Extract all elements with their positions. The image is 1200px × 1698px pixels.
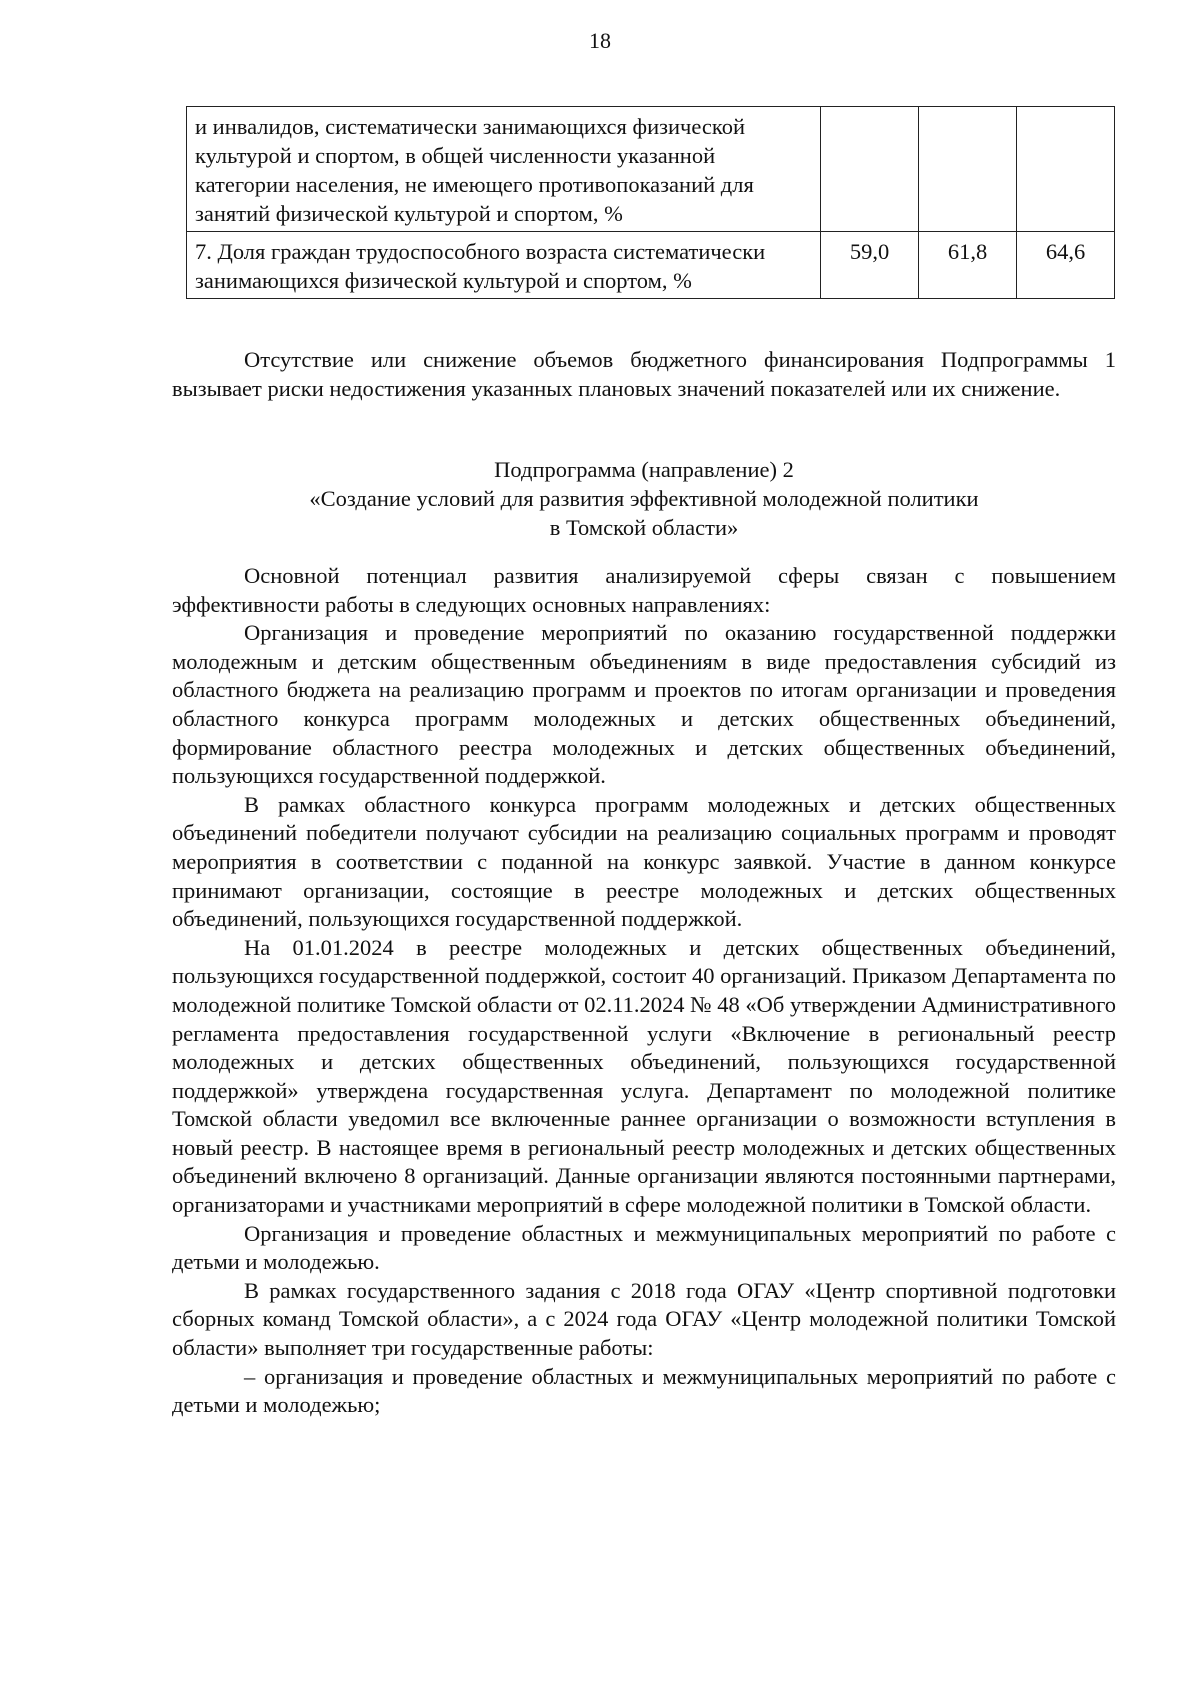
paragraph: На 01.01.2024 в реестре молодежных и детских общественных объединений, пользующихся государственной поддержкой, состоит 40 организаций. Приказом Департамента по молодежной политике Томской области от 02.11.2024 № 48 «Об утверждении Административного регламента предоставления государственной услуги «Включение в региональный реестр молодежных и детских общественных объединений, пользующихся государственной поддержкой» утверждена государственная услуга. Департамент по молодежной политике Томской области уведомил все включенные раннее организации о возможности вступления в новый реестр. В настоящее время в региональный реестр молодежных и детских общественных объединений включено 8 организаций. Данные организации являются постоянными партнерами, организаторами и участниками мероприятий в сфере молодежной политики в Томской области.: [172, 934, 1117, 1218]
paragraph: – организация и проведение областных и межмуниципальных мероприятий по работе с детьми и молодежью;: [172, 1363, 1116, 1418]
table-row: [187, 232, 1115, 299]
paragraph: В рамках государственного задания с 2018 года ОГАУ «Центр спортивной подготовки сборных команд Томской области», а с 2024 года ОГАУ «Центр молодежной политики Томской области» выполняет три государственные работы:: [172, 1277, 1116, 1361]
paragraph: В рамках областного конкурса программ молодежных и детских общественных объединений победители получают субсидии на реализацию социальных программ и проводят мероприятия в соответствии с поданной на конкурс заявкой. Участие в данном конкурсе принимают организации, состоящие в реестре молодежных и детских общественных объединений, пользующихся государственной поддержкой.: [172, 791, 1116, 932]
paragraph: Организация и проведение областных и межмуниципальных мероприятий по работе с детьми и молодежью.: [172, 1220, 1116, 1275]
value-cell: 64,6: [1017, 232, 1115, 299]
value-cell: [919, 107, 1017, 232]
subprogram-heading-line: в Томской области»: [549, 515, 739, 540]
risk-section: [172, 346, 1116, 403]
subprogram-heading: [172, 455, 1116, 542]
main-text: [172, 562, 1116, 1420]
indicator-name-cell: 7. Доля граждан трудоспособного возраста систематически занимающихся физической культурой и спортом, %: [187, 232, 821, 299]
paragraph: Основной потенциал развития анализируемой сферы связан с повышением эффективности работы в следующих основных направлениях:: [172, 563, 1116, 617]
value-cell: [821, 107, 919, 232]
paragraph: Организация и проведение мероприятий по оказанию государственной поддержки молодежным и детским общественным объединениям в виде предоставления субсидий из областного бюджета на реализацию программ и проектов по итогам организации и проведения областного конкурса программ молодежных и детских общественных объединений, формирование областного реестра молодежных и детских общественных объединений, пользующихся государственной поддержкой.: [172, 620, 1116, 789]
value-cell: [1017, 107, 1115, 232]
value-cell: 59,0: [821, 232, 919, 299]
indicators-table: [186, 106, 1115, 299]
table-row: [187, 107, 1115, 232]
value-cell: 61,8: [919, 232, 1017, 299]
indicator-name-cell: и инвалидов, систематически занимающихся физической культурой и спортом, в общей численности указанной категории населения, не имеющего противопоказаний для занятий физической культурой и спортом, %: [187, 107, 821, 232]
risk-paragraph: Отсутствие или снижение объемов бюджетного финансирования Подпрограммы 1 вызывает риски недостижения указанных плановых значений показателей или их снижение.: [172, 347, 1116, 401]
page-number: 18: [589, 28, 611, 53]
subprogram-heading-line: Подпрограмма (направление) 2: [494, 457, 794, 482]
subprogram-heading-line: «Создание условий для развития эффективной молодежной политики: [309, 486, 979, 511]
